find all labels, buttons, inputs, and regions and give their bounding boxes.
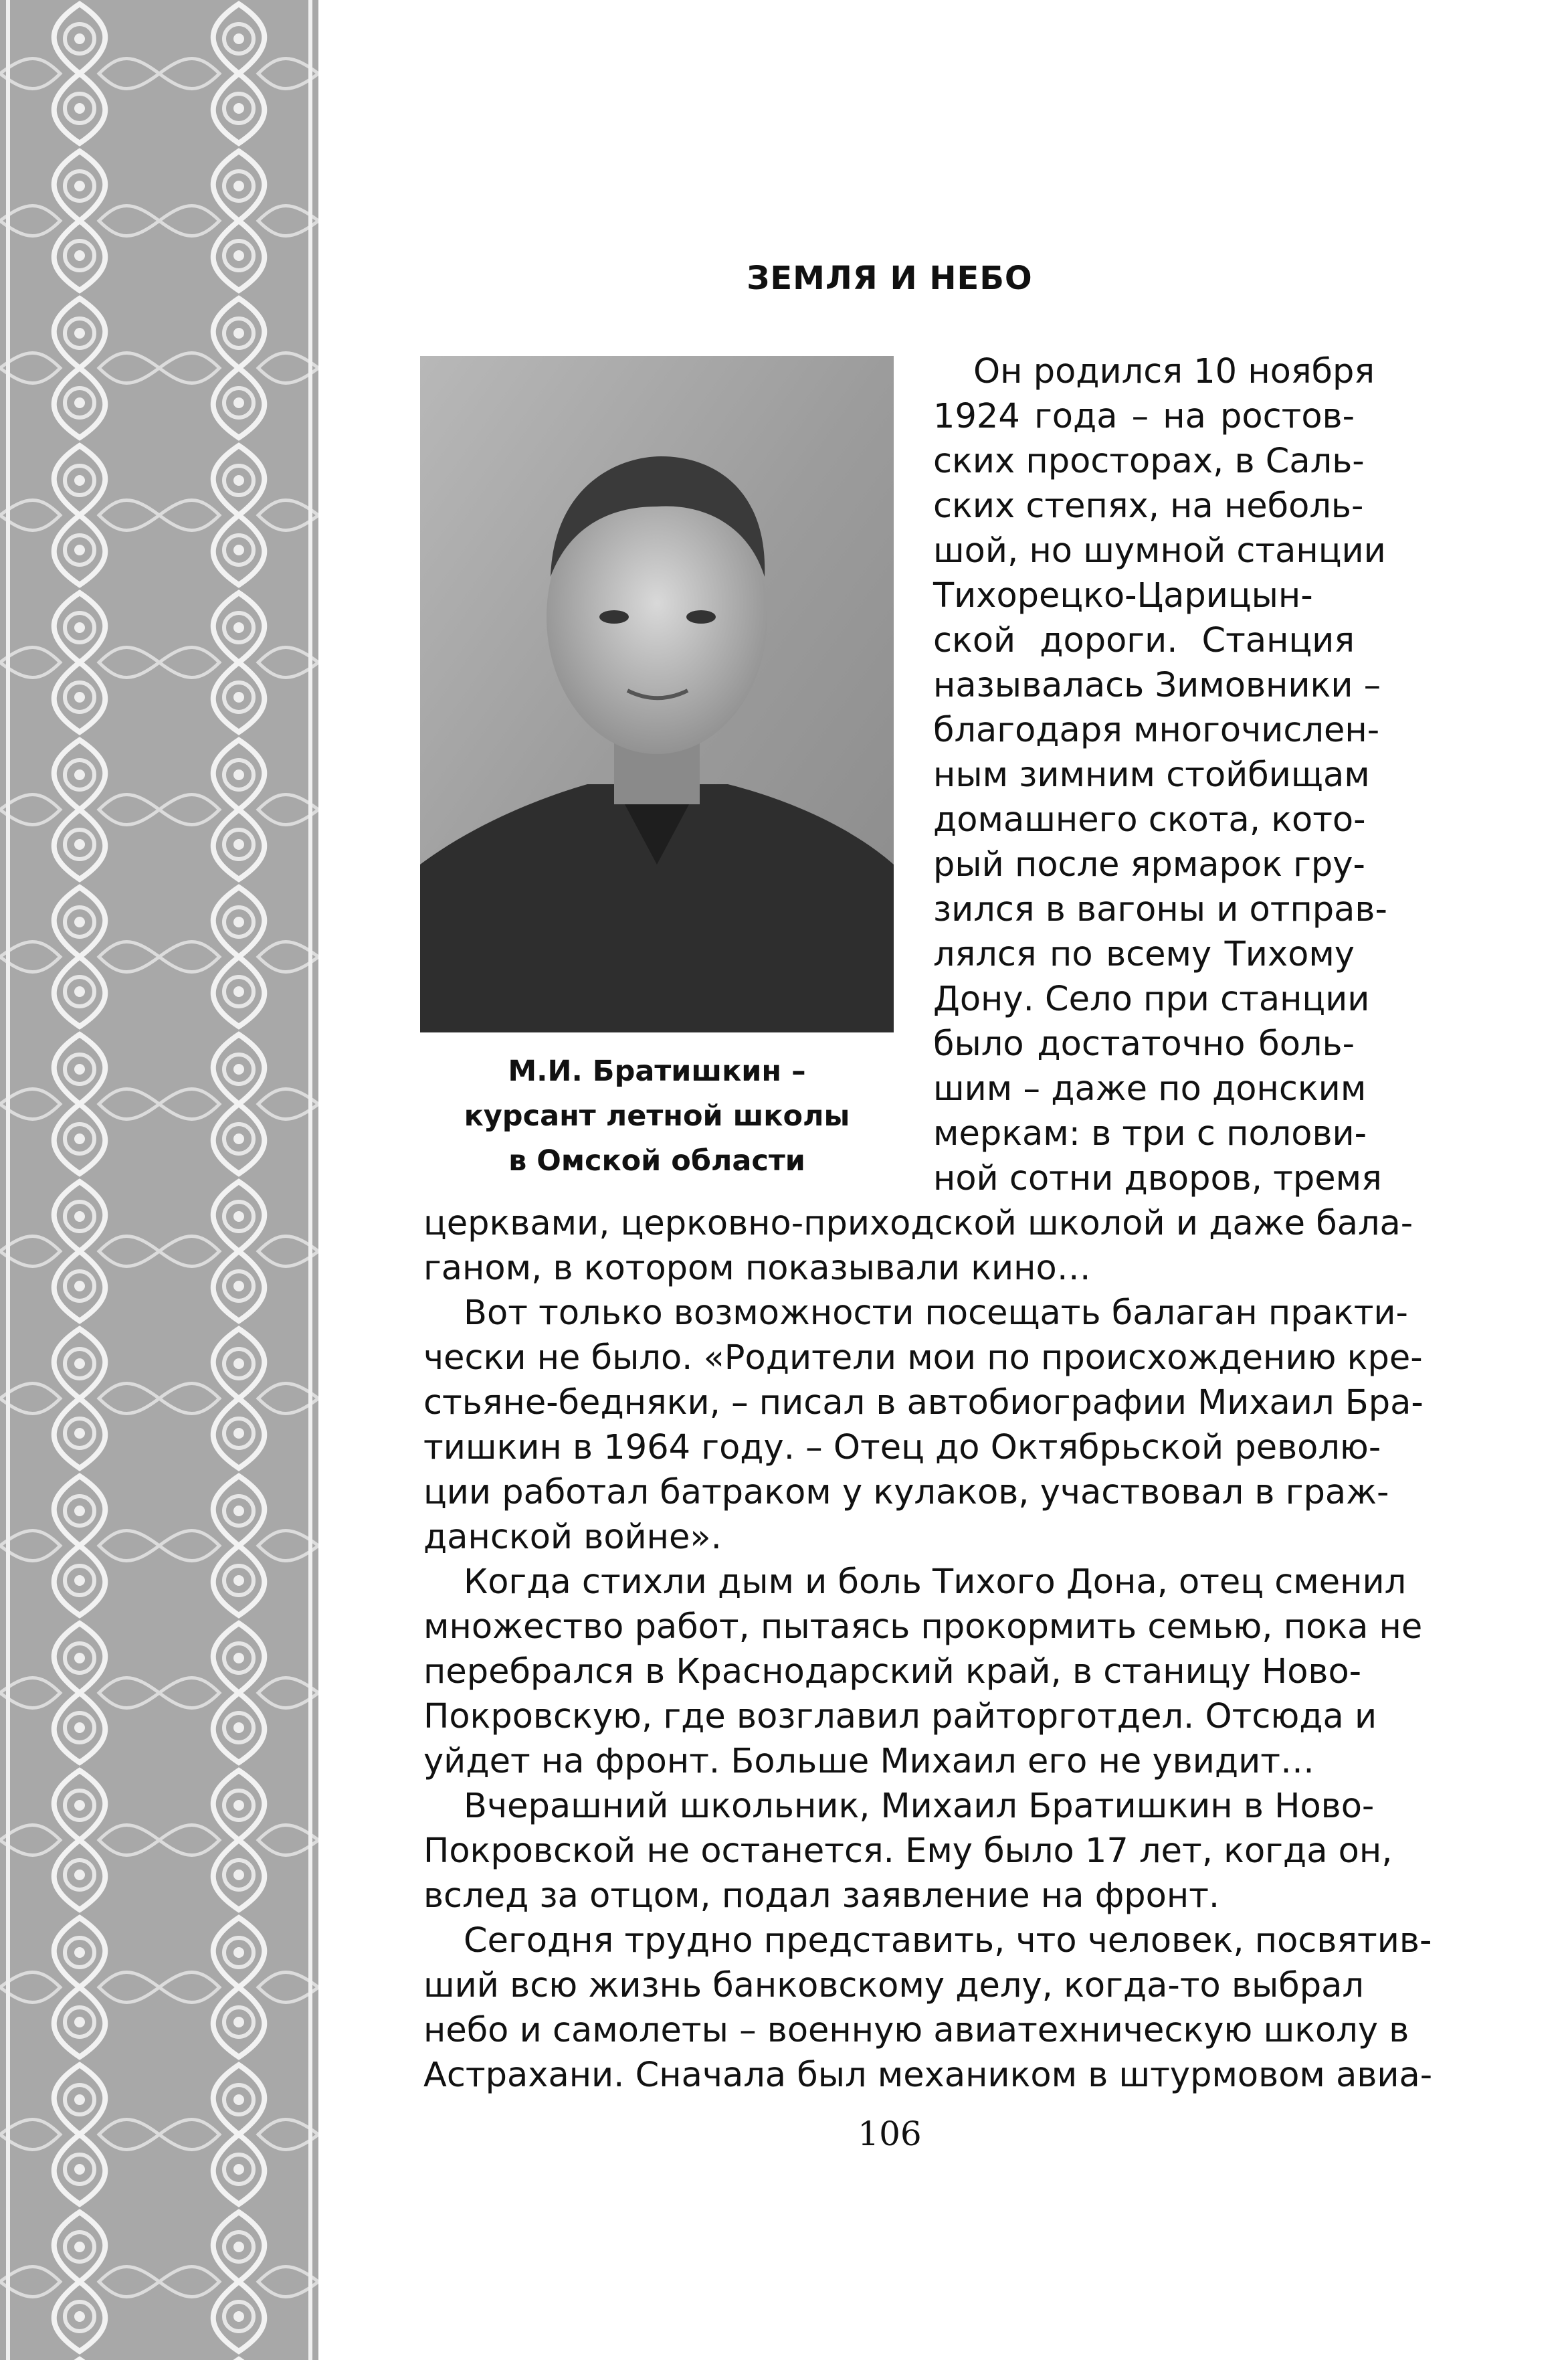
text-line: шим – даже по донским (933, 1069, 1367, 1109)
text-line: рый после ярмарок гру- (933, 845, 1365, 885)
text-line: ганом, в котором показывали кино… (423, 1249, 1091, 1288)
text-line: Он родился 10 ноября (973, 352, 1375, 391)
page-number: 106 (858, 2114, 922, 2153)
text-line: называлась Зимовники – (933, 666, 1381, 705)
text-line: Когда стихли дым и боль Тихого Дона, отец сменил (464, 1562, 1407, 1602)
ornamental-border (0, 0, 318, 2360)
text-line: лялся по всему Тихому (933, 935, 1355, 974)
text-line: ской дороги. Станция (933, 621, 1355, 660)
text-line: Покровскую, где возглавил райторготдел. Отсюда и (423, 1697, 1377, 1736)
text-line: небо и самолеты – военную авиатехническую школу в (423, 2011, 1409, 2050)
text-line: Сегодня трудно представить, что человек, посвятив- (464, 1921, 1432, 1961)
text-line: перебрался в Краснодарский край, в станицу Ново- (423, 1652, 1362, 1692)
text-line: данской войне». (423, 1518, 722, 1557)
text-line: тишкин в 1964 году. – Отец до Октябрьской револю- (423, 1428, 1381, 1467)
text-line: Астрахани. Сначала был механиком в штурмовом авиа- (423, 2056, 1433, 2095)
text-line: множество работ, пытаясь прокормить семью, пока не (423, 1607, 1423, 1647)
text-line: шой, но шумной станции (933, 531, 1386, 571)
text-line: ной сотни дворов, тремя (933, 1159, 1382, 1198)
text-line: Дону. Село при станции (933, 980, 1370, 1019)
caption-line: курсант летной школы (464, 1099, 850, 1133)
text-line: зился в вагоны и отправ- (933, 890, 1387, 929)
text-line: Тихорецко-Царицын- (933, 576, 1313, 616)
text-line: благодаря многочислен- (933, 711, 1380, 750)
caption-line: в Омской области (508, 1144, 805, 1178)
text-line: меркам: в три с полови- (933, 1114, 1367, 1154)
text-line: ции работал батраком у кулаков, участвовал в граж- (423, 1473, 1389, 1512)
text-line: домашнего скота, кото- (933, 800, 1366, 840)
text-line: 1924 года – на ростов- (933, 397, 1355, 436)
caption-line: М.И. Братишкин – (508, 1055, 806, 1088)
text-line: было достаточно боль- (933, 1024, 1355, 1064)
chapter-title: ЗЕМЛЯ И НЕБО (747, 260, 1033, 297)
text-line: ских степях, на неболь- (933, 486, 1364, 526)
text-line: церквами, церковно-приходской школой и даже бала- (423, 1204, 1413, 1243)
text-line: чески не было. «Родители мои по происхождению кре- (423, 1338, 1423, 1378)
text-line: Покровской не останется. Ему было 17 лет, когда он, (423, 1831, 1393, 1871)
text-line: Вчерашний школьник, Михаил Братишкин в Ново- (464, 1787, 1375, 1826)
text-line: стьяне-бедняки, – писал в автобиографии Михаил Бра- (423, 1383, 1424, 1423)
text-line: Вот только возможности посещать балаган практи- (464, 1293, 1408, 1333)
text-line: ным зимним стойбищам (933, 755, 1370, 795)
ornament-pattern-icon (0, 0, 318, 2360)
text-line: уйдет на фронт. Больше Михаил его не увидит… (423, 1742, 1315, 1781)
text-line: ских просторах, в Саль- (933, 442, 1365, 481)
photo-caption (420, 1049, 894, 1184)
text-line: вслед за отцом, подал заявление на фронт. (423, 1876, 1220, 1916)
portrait-photo-icon (420, 356, 894, 1032)
text-line: ший всю жизнь банковскому делу, когда-то выбрал (423, 1966, 1364, 2005)
portrait-photo (420, 356, 894, 1032)
